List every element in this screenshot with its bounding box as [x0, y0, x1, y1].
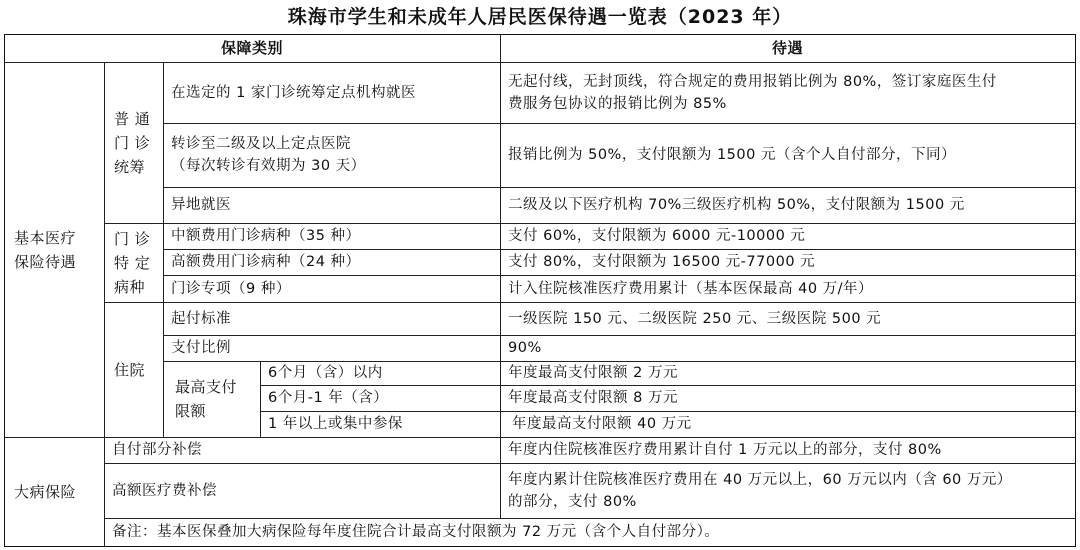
page-title: 珠海市学生和未成年人居民医保待遇一览表（2023 年）	[287, 6, 793, 28]
row-benefit: 二级及以下医疗机构 70%三级医疗机构 50%，支付限额为 1500 元	[508, 197, 965, 213]
row-benefit: 无起付线，无封顶线，符合规定的费用报销比例为 80%，签订家庭医生付 费服务包协议的报销比例为 85%	[508, 73, 997, 112]
subgroup-max-limit: 最高支付 限额	[175, 378, 238, 420]
row-benefit: 年度内住院核准医疗费用累计自付 1 万元以上的部分，支付 80%	[508, 442, 942, 458]
row-benefit: 年度最高支付限额 2 万元	[508, 365, 678, 381]
row-item: 支付比例	[171, 340, 231, 356]
table-note: 备注：基本医保叠加大病保险每年度住院合计最高支付限额为 72 万元（含个人自付部分）。	[112, 524, 720, 540]
row-benefit: 年度最高支付限额 40 万元	[512, 416, 692, 432]
header-benefit: 待遇	[771, 39, 803, 57]
row-benefit: 支付 80%，支付限额为 16500 元-77000 元	[508, 254, 816, 270]
subgroup-special-disease: 门 诊 特 定 病种	[114, 229, 151, 296]
group-basic-insurance: 基本医疗 保险待遇	[14, 228, 77, 271]
row-item: 异地就医	[171, 197, 231, 213]
row-item: 6个月（含）以内	[268, 365, 383, 381]
row-benefit: 报销比例为 50%，支付限额为 1500 元（含个人自付部分，下同）	[508, 147, 956, 163]
row-item: 高额费用门诊病种（24 种）	[171, 254, 361, 270]
row-item: 自付部分补偿	[112, 442, 202, 458]
row-item: 1 年以上或集中参保	[268, 416, 403, 432]
row-benefit: 年度内累计住院核准医疗费用在 40 万元以上，60 万元以内（含 60 万元） 的部分，支付 80%	[508, 471, 1012, 510]
row-benefit: 年度最高支付限额 8 万元	[508, 390, 678, 406]
subgroup-inpatient: 住院	[114, 360, 146, 379]
row-benefit: 一级医院 150 元、二级医院 250 元、三级医院 500 元	[508, 310, 882, 327]
group-serious-illness: 大病保险	[14, 482, 77, 501]
row-benefit: 支付 60%，支付限额为 6000 元-10000 元	[508, 228, 806, 244]
row-item: 门诊专项（9 种）	[171, 280, 291, 297]
row-item: 起付标准	[171, 310, 231, 327]
row-item: 中额费用门诊病种（35 种）	[171, 228, 361, 244]
row-item: 在选定的 1 家门诊统筹定点机构就医	[171, 84, 416, 101]
row-item: 6个月-1 年（含）	[268, 390, 389, 406]
subgroup-general-outpatient: 普 通 门 诊 统筹	[114, 109, 151, 176]
header-category: 保障类别	[220, 39, 283, 57]
row-item: 高额医疗费补偿	[112, 482, 217, 499]
row-item: 转诊至二级及以上定点医院 （每次转诊有效期为 30 天）	[171, 136, 366, 174]
row-benefit: 计入住院核准医疗费用累计（基本医保最高 40 万/年）	[508, 280, 874, 297]
row-benefit: 90%	[508, 340, 542, 356]
